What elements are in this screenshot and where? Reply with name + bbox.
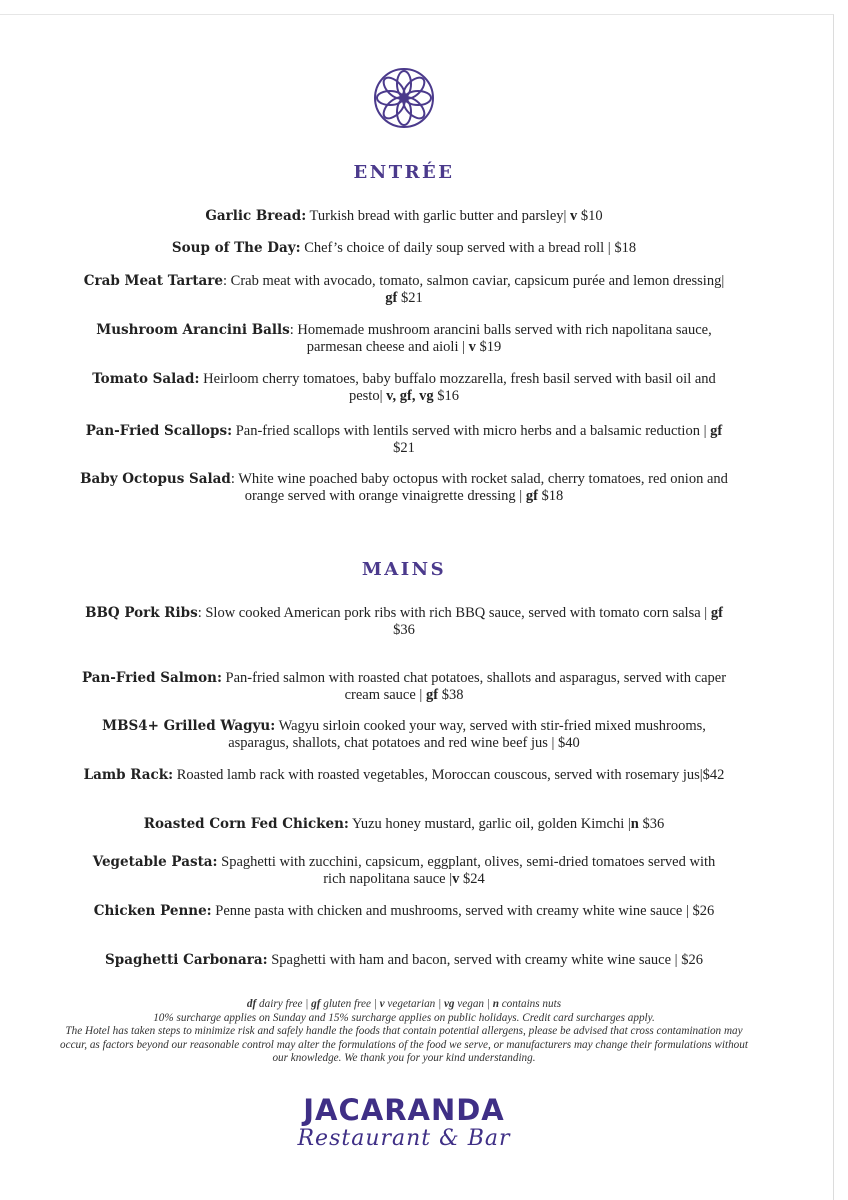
dietary-code: gf [385,289,398,306]
mains-item [80,903,728,920]
brand-logo: JACARANDA [303,1093,505,1127]
dish-name: Roasted Corn Fed Chicken: [143,816,349,832]
legend-separator: | [370,998,380,1010]
dietary-code: gf [525,487,538,504]
dish-description: Pan-fried salmon with roasted chat potatoes, shallots and asparagus, served with caper cream sauce | [221,670,727,703]
dish-name: Garlic Bread: [205,208,307,224]
dish-name: Baby Octopus Salad [80,471,231,487]
dish-description: Spaghetti with ham and bacon, served with creamy white wine sauce | $26 [267,952,703,968]
legend-code: gf [311,998,321,1010]
legend-code: v [379,998,385,1010]
dietary-legend [60,998,748,1012]
legend-label: vegan [454,998,485,1010]
entree-item [80,208,728,225]
dietary-code: v [468,338,476,355]
mains-heading: MAINS [361,559,447,580]
dish-name: Chicken Penne: [93,903,212,919]
menu-notes [60,998,748,1066]
surcharge-note: 10% surcharge applies on Sunday and 15% surcharge applies on public holidays. Credit card surcharges apply. [153,1011,655,1024]
dish-description: : White wine poached baby octopus with rocket salad, cherry tomatoes, red onion and orange served with orange vinaigrette dressing | [230,471,728,504]
dish-name: Vegetable Pasta: [92,854,218,870]
dietary-code: gf [425,686,439,703]
entree-item [80,471,728,504]
dish-description: Chef’s choice of daily soup served with a bread roll | $18 [300,240,637,256]
dish-description: : Slow cooked American pork ribs with rich BBQ sauce, served with tomato corn salsa | [197,605,711,621]
dietary-code: v, gf, vg [386,387,434,404]
legend-label: dairy free [256,998,303,1010]
dish-name: MBS4+ Grilled Wagyu: [102,718,276,734]
legend-code: n [492,998,499,1010]
entree-item [80,322,728,355]
dish-description: Pan-fried scallops with lentils served with micro herbs and a balsamic reduction | [232,423,711,439]
dietary-code: v [570,208,578,224]
dietary-code: v [452,870,460,887]
dish-description: Wagyu sirloin cooked your way, served with stir-fried mixed mushrooms, asparagus, shallots, chat potatoes and red wine beef jus | $40 [228,718,706,751]
entree-heading: ENTRÉE [353,162,455,183]
dish-description: : Crab meat with avocado, tomato, salmon caviar, capsicum purée and lemon dressing| [223,273,725,289]
dietary-code: gf [710,423,723,439]
dish-price: $21 [393,439,415,456]
mains-item [80,854,728,887]
mains-item [80,952,728,969]
legend-separator: | [435,998,444,1010]
dish-price: $21 [397,289,423,306]
dish-price: $24 [459,870,485,887]
dish-price: $19 [475,338,502,355]
flower-icon [372,66,436,130]
legend-label: vegetarian [384,998,436,1010]
dietary-code: gf [710,605,723,621]
dish-name: Tomato Salad: [92,371,200,387]
dish-name: Crab Meat Tartare [83,273,224,289]
dish-price: $10 [577,208,603,224]
dish-price: $16 [433,387,460,404]
dish-name: Pan-Fried Scallops: [85,423,233,439]
dish-price: $36 [393,621,415,638]
dish-price: $18 [537,487,564,504]
entree-item [80,423,728,456]
dish-name: Soup of The Day: [171,240,301,256]
dish-description: Turkish bread with garlic butter and parsley| [306,208,571,224]
dish-name: Lamb Rack: [83,767,174,783]
legend-code: df [246,998,257,1010]
dish-name: BBQ Pork Ribs [85,605,198,621]
legend-separator: | [302,998,312,1010]
legend-label: contains nuts [498,998,562,1010]
dish-description: Roasted lamb rack with roasted vegetables, Moroccan couscous, served with rosemary jus|$42 [173,767,725,783]
mains-item [80,767,728,784]
dish-description: Heirloom cherry tomatoes, baby buffalo mozzarella, fresh basil served with basil oil and pesto| [199,371,716,404]
dish-price: $36 [638,816,665,832]
dish-description: Penne pasta with chicken and mushrooms, served with creamy white wine sauce | $26 [211,903,715,919]
dish-description: : Homemade mushroom arancini balls served with rich napolitana sauce, parmesan cheese and aioli | [289,322,712,355]
legend-separator: | [484,998,493,1010]
entree-item [80,240,728,257]
mains-item [80,718,728,751]
dish-name: Mushroom Arancini Balls [96,322,290,338]
mains-item [80,816,728,833]
dish-description: Yuzu honey mustard, garlic oil, golden Kimchi | [348,816,631,832]
mains-item [80,670,728,703]
dietary-code: n [630,816,639,832]
entree-item [80,273,728,306]
dish-name: Spaghetti Carbonara: [105,952,268,968]
legend-code: vg [443,998,455,1010]
dish-description: Spaghetti with zucchini, capsicum, eggplant, olives, semi-dried tomatoes served with rich napolitana sauce | [217,854,716,887]
entree-item [80,371,728,404]
mains-item [80,605,728,638]
brand-tagline: Restaurant & Bar [297,1126,511,1151]
dish-name: Pan-Fried Salmon: [81,670,222,686]
legend-label: gluten free [320,998,371,1010]
dish-price: $38 [438,686,464,703]
allergen-note: The Hotel has taken steps to minimize risk and safely handle the foods that contain potential allergens, please be advised that cross contamination may occur, as factors beyond our reasonable control may alter the formulations of the food we serve, or manufacturers may change their formulations without our knowledge. We thank you for your kind understanding. [60,1025,748,1065]
